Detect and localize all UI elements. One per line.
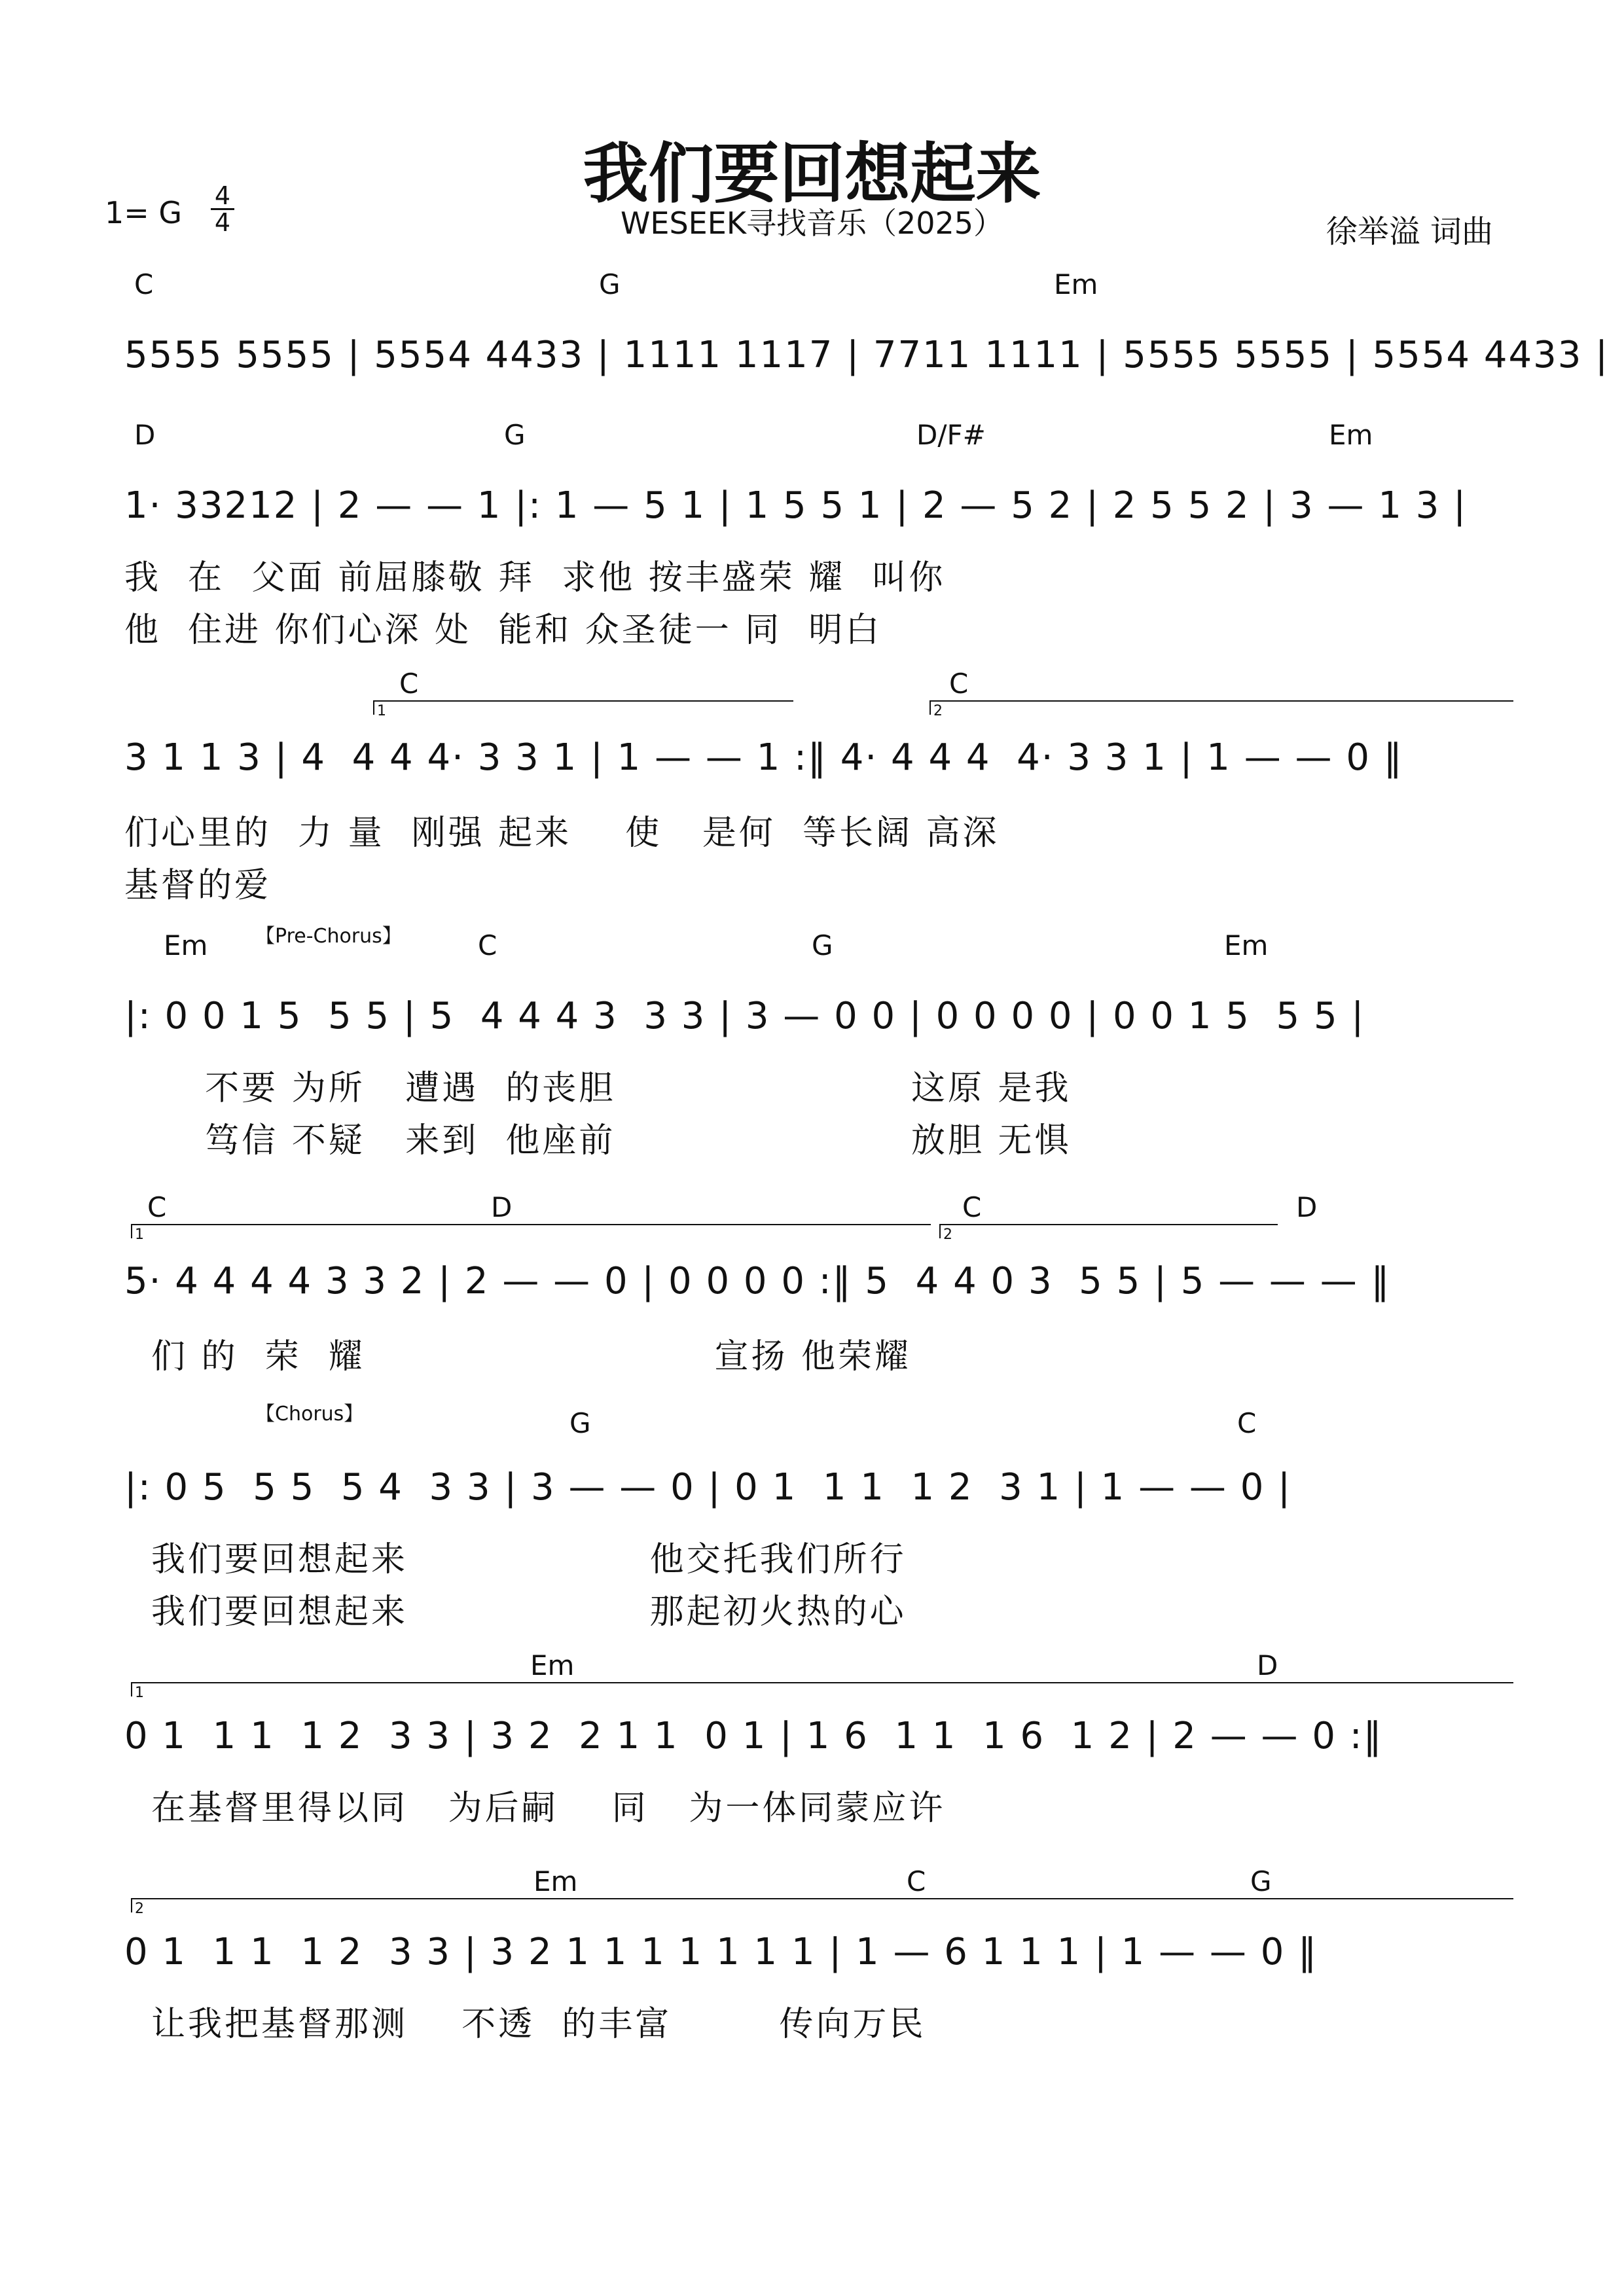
chord-symbol: G <box>599 268 621 300</box>
volta-number: 1 <box>135 1227 144 1243</box>
volta-bracket <box>131 1682 1513 1701</box>
chord-symbol: C <box>962 1191 982 1223</box>
lyric-line: 我 在 父面 前屈膝敬 拜 求他 按丰盛荣 耀 叫你 <box>124 558 946 598</box>
lyric-line: 笃信 不疑 来到 他座前 放胆 无惧 <box>124 1121 1072 1160</box>
score-system <box>124 655 1512 905</box>
chord-symbol: G <box>504 419 526 451</box>
volta-number: 2 <box>943 1227 952 1243</box>
chord-symbol: C <box>949 668 969 700</box>
chord-symbol: G <box>1250 1865 1272 1897</box>
score-system <box>124 1178 1512 1414</box>
time-signature-bottom: 4 <box>214 208 231 237</box>
lyric-line: 我们要回想起来 那起初火热的心 <box>124 1592 907 1632</box>
volta-bracket <box>131 1224 931 1243</box>
volta-bracket <box>131 1898 1513 1917</box>
key-signature: 1= G <box>105 195 183 230</box>
chord-symbol: C <box>147 1191 167 1223</box>
lyric-line: 们心里的 力 量 刚强 起来 使 是何 等长阔 高深 <box>124 814 1000 853</box>
notation-line: 0 1 1 1 1 2 3 3 | 3 2 2 1 1 0 1 | 1 6 1 1 1 6 1 2 | 2 — — 0 :‖ <box>124 1715 1383 1757</box>
section-tag: 【Pre-Chorus】 <box>255 925 402 948</box>
score-system <box>124 1403 1512 1643</box>
score-system <box>124 925 1512 1165</box>
chord-symbol: Em <box>530 1649 575 1681</box>
score-system <box>124 419 1512 655</box>
chord-symbol: C <box>399 668 419 700</box>
time-signature <box>209 183 236 235</box>
chord-symbol: C <box>907 1865 926 1897</box>
chord-symbol: G <box>812 929 833 961</box>
chord-symbol: C <box>134 268 154 300</box>
chord-symbol: D <box>134 419 156 451</box>
lyric-line: 在基督里得以同 为后嗣 同 为一体同蒙应许 <box>124 1789 946 1828</box>
chord-symbol: C <box>1237 1407 1257 1439</box>
volta-number: 1 <box>135 1685 144 1701</box>
chord-symbol: Em <box>1329 419 1373 451</box>
notation-line: |: 0 5 5 5 5 4 3 3 | 3 — — 0 | 0 1 1 1 1 2 3 1 | 1 — — 0 | <box>124 1466 1292 1509</box>
composer-credit: 徐举溢 词曲 <box>1326 213 1493 250</box>
chord-symbol: D/F# <box>916 419 986 451</box>
lyric-line: 让我把基督那测 不透 的丰富 传向万民 <box>124 2005 926 2044</box>
chord-symbol: Em <box>1054 268 1098 300</box>
song-subtitle: WESEEK寻找音乐（2025） <box>620 206 1004 241</box>
lyric-line: 我们要回想起来 他交托我们所行 <box>124 1540 907 1579</box>
chord-symbol: D <box>1257 1649 1278 1681</box>
notation-line: 5· 4 4 4 4 3 3 2 | 2 — — 0 | 0 0 0 0 :‖ 5 4 4 0 3 5 5 | 5 — — — ‖ <box>124 1260 1391 1302</box>
notation-line: 5555 5555 | 5554 4433 | 1111 1117 | 7711 1111 | 5555 5555 | 5554 4433 | <box>124 334 1610 376</box>
chord-symbol: D <box>1296 1191 1318 1223</box>
volta-bracket <box>939 1224 1278 1243</box>
lyric-line: 他 住进 你们心深 处 能和 众圣徒一 同 明白 <box>124 611 882 650</box>
score-system <box>124 1636 1512 1872</box>
score-system <box>124 1852 1512 2088</box>
chord-symbol: Em <box>1224 929 1269 961</box>
chord-symbol: Em <box>533 1865 578 1897</box>
notation-line: 1· 33212 | 2 — — 1 |: 1 — 5 1 | 1 5 5 1 | 2 — 5 2 | 2 5 5 2 | 3 — 1 3 | <box>124 484 1468 527</box>
volta-bracket <box>929 700 1513 719</box>
lyric-line: 们 的 荣 耀 宣扬 他荣耀 <box>124 1337 911 1376</box>
notation-line: 0 1 1 1 1 2 3 3 | 3 2 1 1 1 1 1 1 1 | 1 — 6 1 1 1 | 1 — — 0 ‖ <box>124 1931 1318 1973</box>
volta-bracket <box>373 700 793 719</box>
volta-number: 1 <box>377 703 386 719</box>
chord-symbol: D <box>491 1191 513 1223</box>
section-tag: 【Chorus】 <box>255 1403 364 1426</box>
lyric-line: 基督的爱 <box>124 866 272 905</box>
notation-line: 3 1 1 3 | 4 4 4 4· 3 3 1 | 1 — — 1 :‖ 4· 4 4 4 4· 3 3 1 | 1 — — 0 ‖ <box>124 736 1403 779</box>
volta-number: 2 <box>135 1901 144 1917</box>
volta-number: 2 <box>933 703 943 719</box>
chord-symbol: G <box>569 1407 591 1439</box>
lyric-line: 不要 为所 遭遇 的丧胆 这原 是我 <box>124 1069 1072 1108</box>
chord-symbol: Em <box>164 929 208 961</box>
song-title: 我们要回想起来 <box>583 135 1041 212</box>
time-signature-top: 4 <box>214 181 231 210</box>
chord-symbol: C <box>478 929 497 961</box>
notation-line: |: 0 0 1 5 5 5 | 5 4 4 4 3 3 3 | 3 — 0 0 | 0 0 0 0 | 0 0 1 5 5 5 | <box>124 995 1365 1037</box>
